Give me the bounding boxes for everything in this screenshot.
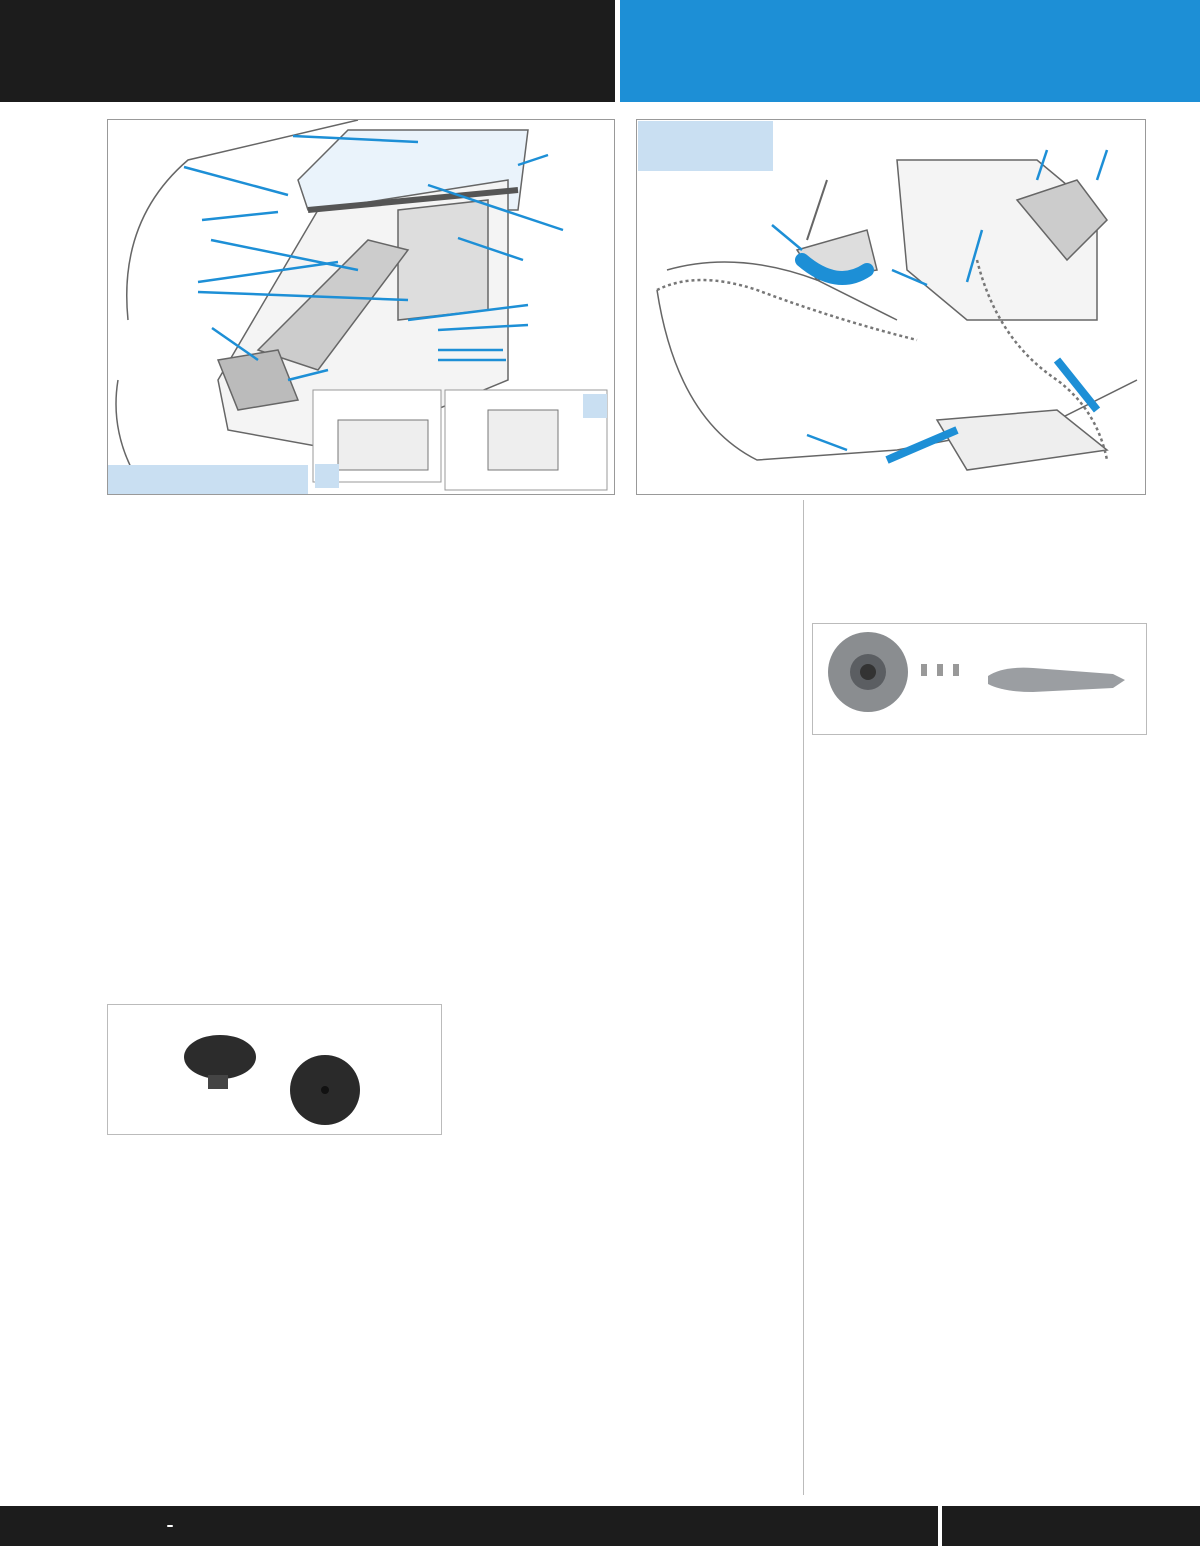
figure-caption-power-window [638,121,773,171]
photo-bumper-kit [107,1004,442,1135]
photo-clutch-case [812,623,1147,735]
detail-a-tag [315,464,339,488]
figure-window-glass [107,119,615,495]
column-divider [803,500,804,1495]
summer-only-badge [167,1525,173,1527]
footer-page [942,1506,1200,1546]
header-left [0,0,615,102]
clutch-case-photo [813,624,1147,735]
figure-caption-window-glass [108,465,308,495]
breadcrumb [116,58,124,94]
footer-contact [0,1506,938,1546]
header-right [620,0,1200,102]
power-window-diagram [637,120,1146,495]
detail-b-tag [583,394,607,418]
bumper-photo [108,1005,442,1135]
door-diagram [108,120,615,495]
figure-power-window [636,119,1146,495]
